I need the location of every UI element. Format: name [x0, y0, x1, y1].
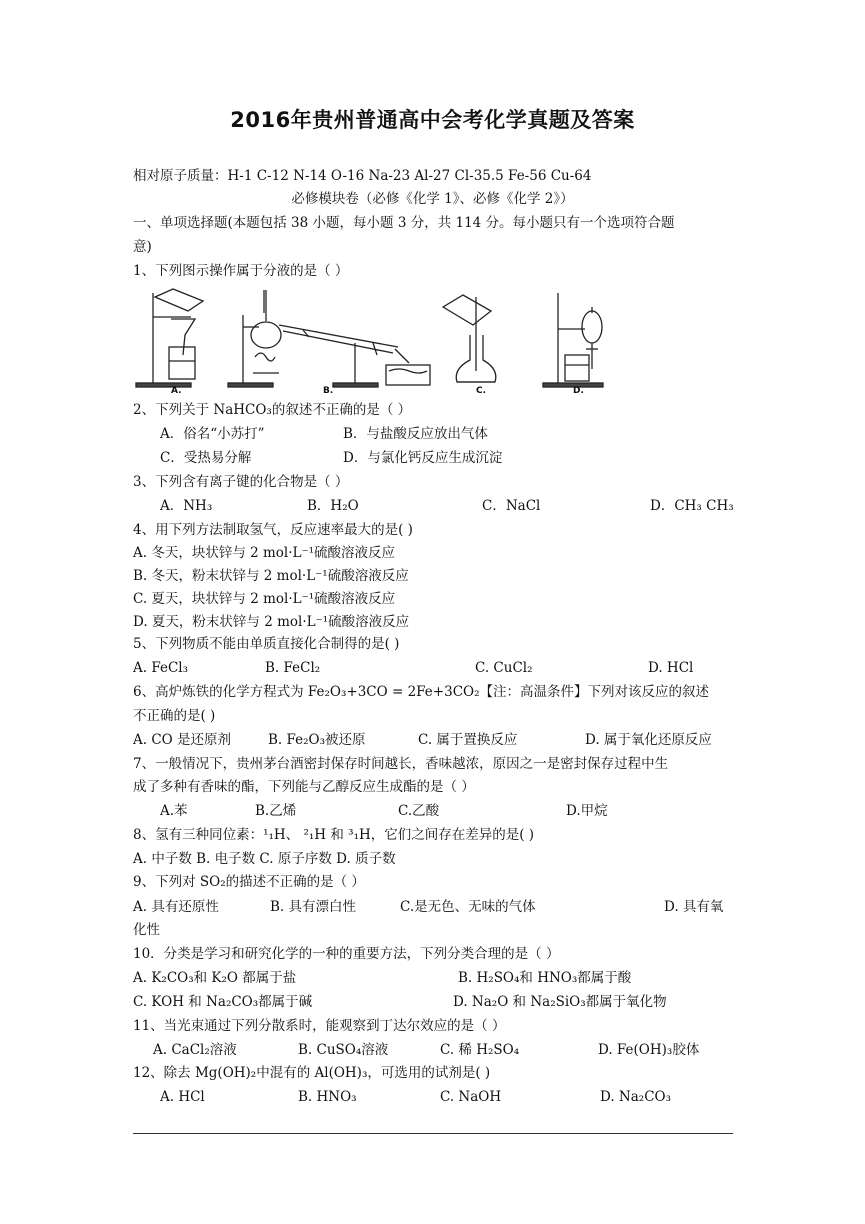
option-a: A．俗名“小苏打”	[160, 426, 265, 442]
option-a: A. CaCl₂溶液	[153, 1042, 237, 1058]
question-8-stem: 8、氢有三种同位素：¹₁H、 ²₁H 和 ³₁H，它们之间存在差异的是( )	[133, 827, 535, 843]
option-c: C. NaOH	[440, 1089, 502, 1105]
option-a: A. FeCl₃	[133, 660, 189, 676]
option-b: B. CuSO₄溶液	[298, 1042, 389, 1058]
option-a: A．NH₃	[160, 498, 213, 514]
option-a: A.苯	[160, 803, 188, 819]
question-6-stem: 6、高炉炼铁的化学方程式为 Fe₂O₃+3CO = 2Fe+3CO₂【注：高温条件】下列对该反应的叙述	[133, 684, 709, 700]
question-9-stem: 9、下列对 SO₂的描述不正确的是（ ）	[133, 874, 365, 890]
option-c: C. KOH 和 Na₂CO₃都属于碱	[133, 994, 313, 1010]
apparatus-label-b: B.	[323, 386, 334, 396]
option-a: A. K₂CO₃和 K₂O 都属于盐	[133, 970, 297, 986]
question-10-stem: 10．分类是学习和研究化学的一种的重要方法，下列分类合理的是（ ）	[133, 946, 560, 962]
option-d: D.甲烷	[566, 803, 608, 819]
option-a: A. 冬天，块状锌与 2 mol·L⁻¹硫酸溶液反应	[133, 545, 396, 561]
question-1-stem: 1、下列图示操作属于分液的是（ ）	[133, 263, 349, 279]
option-c: C．NaCl	[482, 498, 541, 514]
option-c: C. CuCl₂	[475, 660, 533, 676]
option-c: C. 夏天，块状锌与 2 mol·L⁻¹硫酸溶液反应	[133, 591, 396, 607]
option-a: A. 具有还原性	[133, 899, 219, 915]
option-b: B．与盐酸反应放出气体	[343, 426, 488, 442]
option-b: B．H₂O	[307, 498, 359, 514]
option-b: B. Fe₂O₃被还原	[268, 732, 366, 748]
option-b: B. 具有漂白性	[270, 899, 357, 915]
option-d: D．与氯化钙反应生成沉淀	[343, 450, 503, 466]
question-8-options: A. 中子数 B. 电子数 C. 原子序数 D. 质子数	[133, 851, 396, 867]
option-d: D. Na₂O 和 Na₂SiO₃都属于氧化物	[453, 994, 667, 1010]
section-heading: 一、单项选择题(本题包括 38 小题，每小题 3 分，共 114 分。每小题只有一个选项符合题	[133, 215, 675, 231]
question-11-stem: 11、当光束通过下列分散系时，能观察到丁达尔效应的是（ ）	[133, 1018, 506, 1034]
atomic-masses: 相对原子质量：H-1 C-12 N-14 O-16 Na-23 Al-27 Cl-35.5 Fe-56 Cu-64	[133, 168, 592, 184]
apparatus-label-d: D.	[573, 386, 584, 396]
question-4-stem: 4、用下列方法制取氢气，反应速率最大的是( )	[133, 522, 413, 538]
option-b: B.乙烯	[255, 803, 297, 819]
option-b: B. FeCl₂	[265, 660, 321, 676]
option-b: B. H₂SO₄和 HNO₃都属于酸	[458, 970, 632, 986]
option-b: B. HNO₃	[298, 1089, 357, 1105]
option-c: C. 稀 H₂SO₄	[440, 1042, 520, 1058]
option-c: C.是无色、无味的气体	[400, 899, 536, 915]
apparatus-label-a: A.	[171, 386, 182, 396]
footer-divider	[133, 1133, 733, 1134]
question-12-stem: 12、除去 Mg(OH)₂中混有的 Al(OH)₃，可选用的试剂是( )	[133, 1065, 491, 1081]
question-7-stem: 7、一般情况下，贵州茅台酒密封保存时间越长，香味越浓，原因之一是密封保存过程中生	[133, 756, 669, 772]
question-7-stem-cont: 成了多种有香味的酯，下列能与乙醇反应生成酯的是（ ）	[133, 779, 475, 795]
option-b: B. 冬天，粉末状锌与 2 mol·L⁻¹硫酸溶液反应	[133, 568, 409, 584]
apparatus-figure	[133, 285, 618, 397]
apparatus-a	[136, 289, 203, 387]
option-d-cont: 化性	[133, 922, 160, 938]
module-subtitle: 必修模块卷（必修《化学 1》、必修《化学 2》）	[291, 191, 574, 207]
option-c: C．受热易分解	[160, 450, 252, 466]
option-d: D．CH₃ CH₃	[650, 498, 734, 514]
apparatus-d	[543, 293, 603, 387]
option-d: D. 属于氧化还原反应	[585, 732, 712, 748]
apparatus-label-c: C.	[476, 386, 487, 396]
option-d: D. HCl	[648, 660, 694, 676]
option-c: C. 属于置换反应	[418, 732, 518, 748]
page-title: 2016年贵州普通高中会考化学真题及答案	[230, 108, 635, 132]
question-6-stem-cont: 不正确的是( )	[133, 708, 216, 724]
option-d: D. 夏天，粉末状锌与 2 mol·L⁻¹硫酸溶液反应	[133, 614, 410, 630]
apparatus-c	[443, 295, 496, 382]
option-d: D. 具有氧	[664, 899, 724, 915]
section-heading-cont: 意)	[133, 239, 152, 255]
option-a: A. CO 是还原剂	[133, 732, 232, 748]
option-d: D. Fe(OH)₃胶体	[598, 1042, 700, 1058]
question-5-stem: 5、下列物质不能由单质直接化合制得的是( )	[133, 636, 400, 652]
question-2-stem: 2、下列关于 NaHCO₃的叙述不正确的是（ ）	[133, 402, 412, 418]
option-c: C.乙酸	[398, 803, 440, 819]
apparatus-b	[228, 290, 430, 387]
option-a: A. HCl	[160, 1089, 205, 1105]
option-d: D. Na₂CO₃	[600, 1089, 672, 1105]
question-3-stem: 3、下列含有离子键的化合物是（ ）	[133, 474, 349, 490]
